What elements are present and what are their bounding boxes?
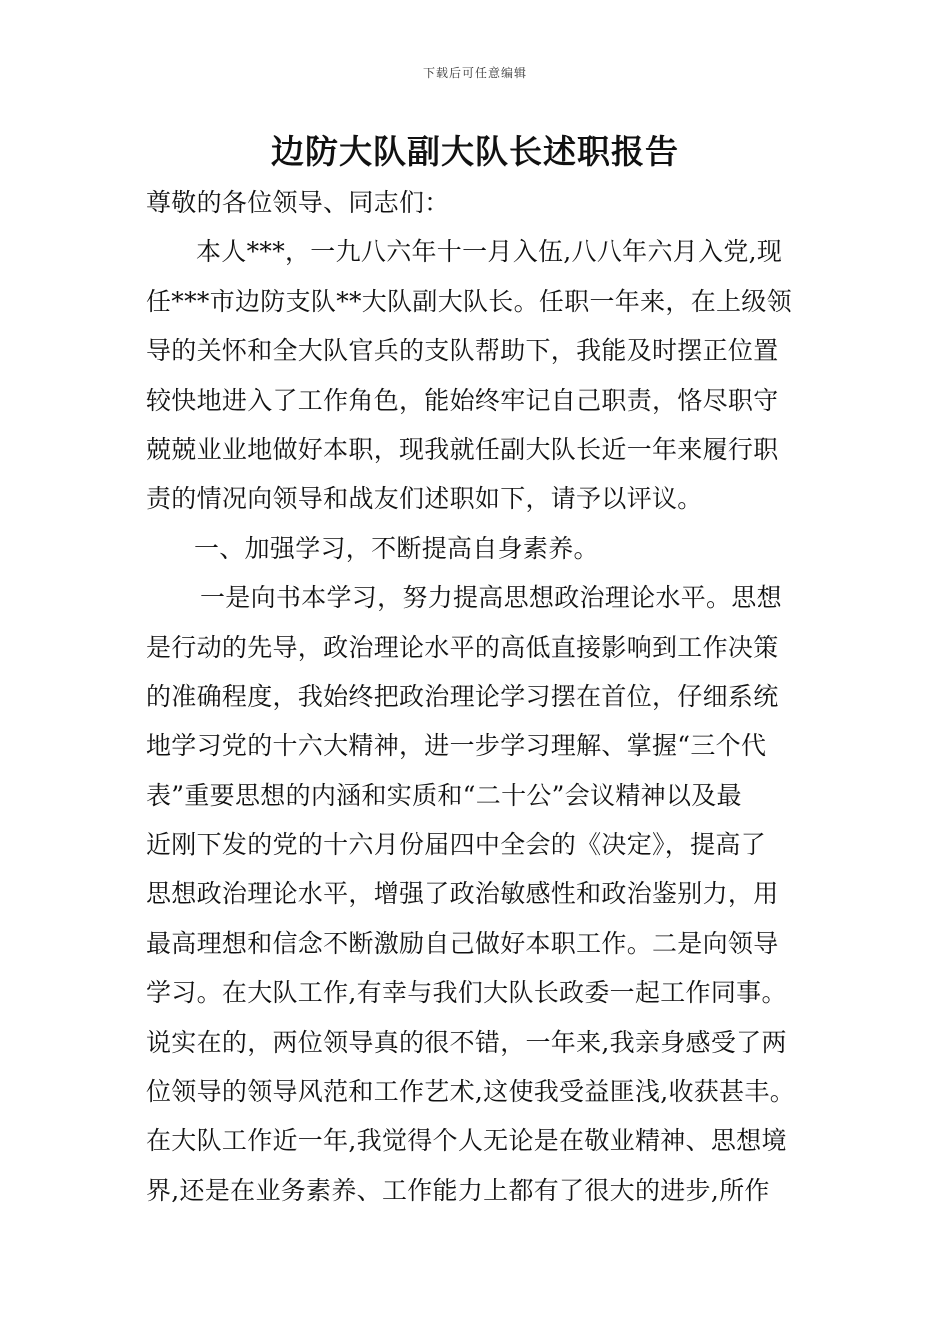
paragraph-line: 较快地进入了工作角色，能始终牢记自己职责，恪尽职守 [146,385,779,415]
paragraph-line: 界,还是在业务素养、工作能力上都有了很大的进步,所作 [146,1175,770,1205]
paragraph-line: 思想政治理论水平，增强了政治敏感性和政治鉴别力，用 [146,879,779,909]
paragraph-line: 导的关怀和全大队官兵的支队帮助下，我能及时摆正位置 [146,336,779,366]
paragraph-line: 学习。在大队工作,有幸与我们大队长政委一起工作同事。 [146,978,787,1008]
paragraph-line: 地学习党的十六大精神，进一步学习理解、掌握“三个代 [146,731,767,761]
paragraph-line: 兢兢业业地做好本职，现我就任副大队长近一年来履行职 [146,434,779,464]
paragraph-line: 是行动的先导，政治理论水平的高低直接影响到工作决策 [146,632,779,662]
paragraph-line: 最高理想和信念不断激励自己做好本职工作。二是向领导 [146,928,779,958]
header-note: 下载后可任意编辑 [422,66,527,80]
paragraph-line: 的准确程度，我始终把政治理论学习摆在首位，仔细系统 [146,681,779,711]
paragraph-line: 位领导的领导风范和工作艺术,这使我受益匪浅,收获甚丰。 [146,1077,795,1107]
paragraph-line: 近刚下发的党的十六月份届四中全会的《决定》，提高了 [146,830,767,860]
paragraph-line: 表”重要思想的内涵和实质和“二十公”会议精神以及最 [146,780,742,810]
salutation-line: 尊敬的各位领导、同志们： [146,188,450,217]
paragraph-line: 任***市边防支队**大队副大队长。任职一年来，在上级领 [146,286,792,316]
paragraph-line: 一是向书本学习，努力提高思想政治理论水平。思想 [200,583,782,613]
section-heading: 一、加强学习，不断提高自身素养。 [194,533,599,563]
document-body [146,178,826,1215]
paragraph-line: 本人***，一九八六年十一月入伍,八八年六月入党,现 [196,237,783,267]
paragraph-line: 责的情况向领导和战友们述职如下，请予以评议。 [146,484,703,514]
document-title: 边防大队副大队长述职报告 [271,132,679,171]
paragraph-line: 说实在的，两位领导真的很不错，一年来,我亲身感受了两 [146,1027,787,1057]
paragraph-line: 在大队工作近一年,我觉得个人无论是在敬业精神、思想境 [146,1126,787,1156]
